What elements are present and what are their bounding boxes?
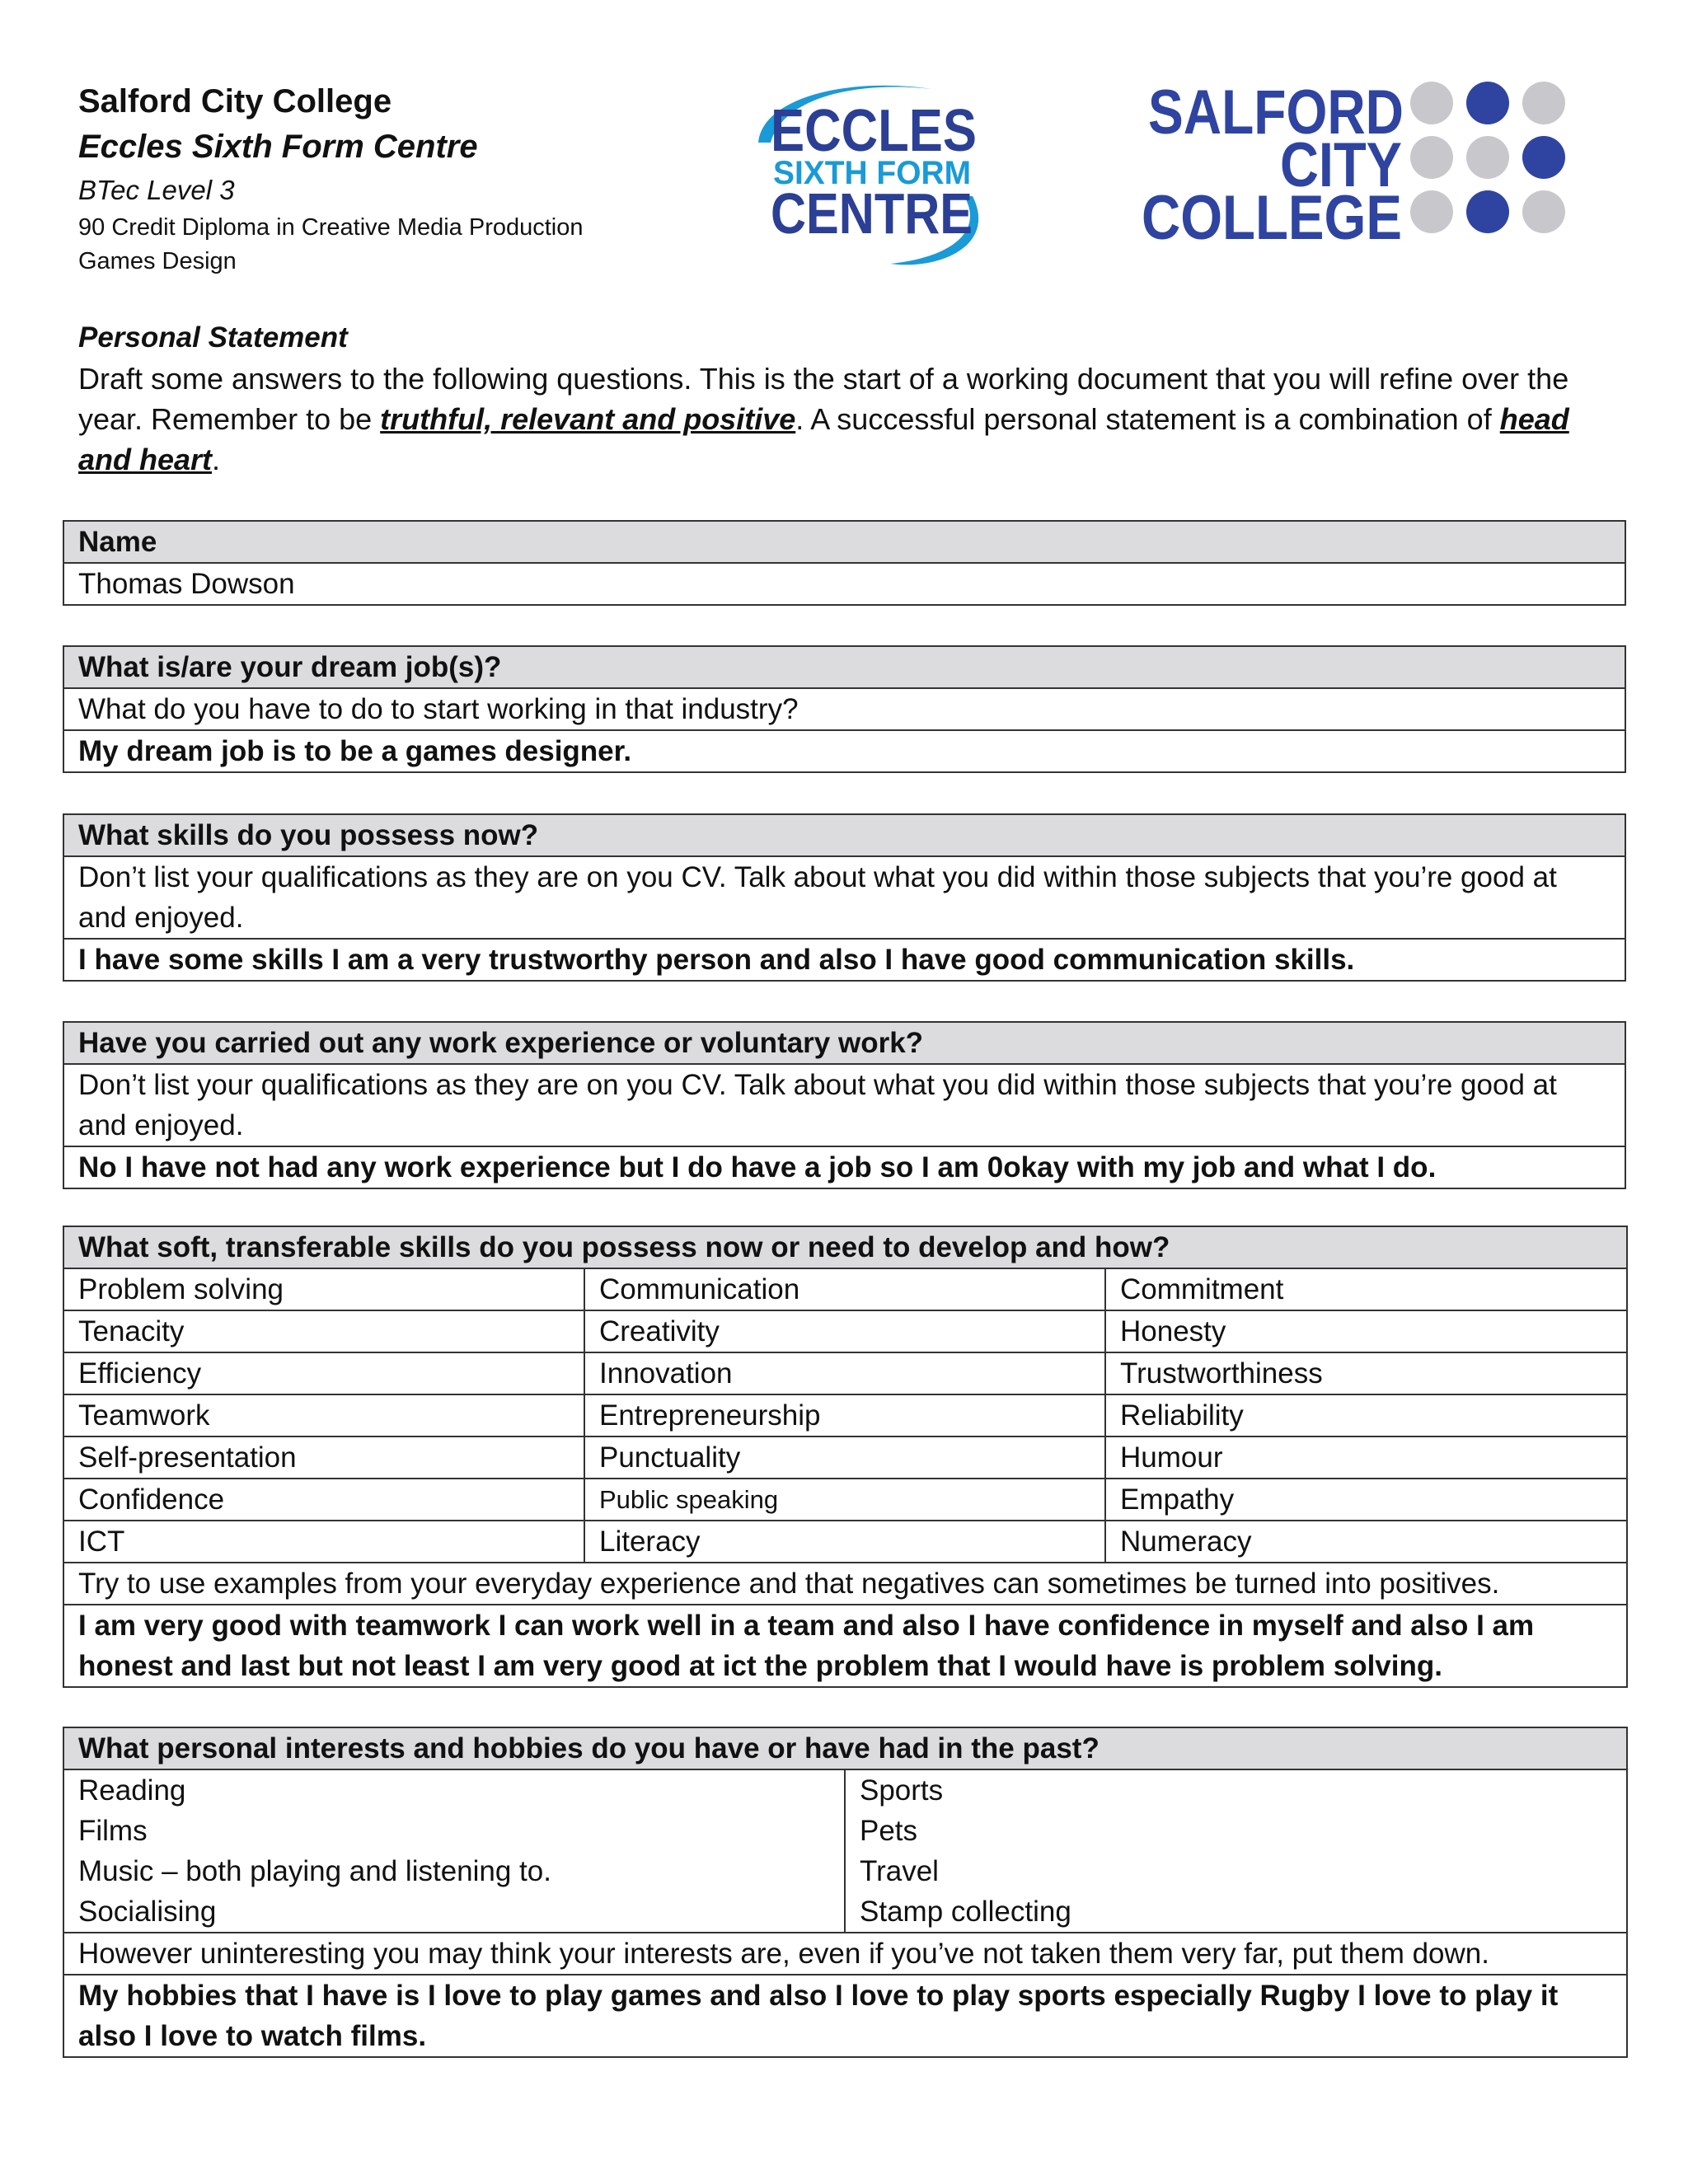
interests-answer: My hobbies that I have is I love to play games and also I love to play sports especially Rugby I love to play it also I love to watch films.	[63, 1975, 1627, 2057]
skill-cell: Entrepreneurship	[584, 1394, 1105, 1436]
skill-cell: Communication	[584, 1268, 1105, 1310]
salford-logo-line3: COLLEGE	[1142, 183, 1402, 246]
skill-cell: Literacy	[584, 1521, 1105, 1563]
eccles-logo-line1: ECCLES	[771, 98, 977, 164]
dream-job-prompt: What do you have to do to start working in that industry?	[63, 688, 1625, 730]
skill-cell: Teamwork	[63, 1394, 584, 1436]
eccles-logo-line2: SIXTH FORM	[773, 155, 971, 191]
emphasis-head-heart: head and heart	[78, 402, 1569, 476]
list-item: Reading	[78, 1774, 186, 1807]
skill-cell: Reliability	[1105, 1394, 1627, 1436]
table-row	[63, 1436, 1627, 1479]
intro-section	[78, 317, 1628, 480]
intro-paragraph: Draft some answers to the following questions. This is the start of a working document that you will refine over the year. Remember to be truthful, relevant and positive. A successful personal statement is a combination of head and heart.	[78, 362, 1569, 476]
dream-job-heading: What is/are your dream job(s)?	[63, 646, 1625, 688]
skills-heading: What skills do you possess now?	[63, 814, 1625, 856]
personal-statement-title: Personal Statement	[78, 321, 348, 354]
course-level: BTec Level 3	[78, 175, 235, 205]
table-row	[63, 1310, 1627, 1352]
list-item: Socialising	[78, 1896, 217, 1928]
skill-cell: Creativity	[584, 1310, 1105, 1352]
table-row	[63, 1521, 1627, 1563]
skill-cell: Punctuality	[584, 1436, 1105, 1479]
document-header	[78, 79, 705, 279]
interests-left-list	[63, 1769, 845, 1933]
soft-skills-answer: I am very good with teamwork I can work well in a team and also I have confidence in myself and also I am honest and last but not least I am very good at ict the problem that I would have is problem solving.	[63, 1605, 1627, 1687]
soft-skills-heading: What soft, transferable skills do you possess now or need to develop and how?	[63, 1226, 1627, 1268]
skill-cell: Tenacity	[63, 1310, 584, 1352]
name-table	[63, 520, 1626, 606]
list-item: Films	[78, 1815, 148, 1847]
skill-cell: ICT	[63, 1521, 584, 1563]
list-item: Pets	[860, 1815, 918, 1847]
pathway-title: Games Design	[78, 248, 237, 274]
diploma-title: 90 Credit Diploma in Creative Media Production	[78, 214, 584, 241]
skills-table	[63, 813, 1626, 982]
emphasis-truthful: truthful, relevant and positive	[380, 402, 796, 436]
skills-prompt: Don’t list your qualifications as they are on you CV. Talk about what you did within those subjects that you’re good at and enjoyed.	[63, 856, 1625, 939]
salford-logo	[1142, 73, 1570, 246]
interests-heading: What personal interests and hobbies do you have or have had in the past?	[63, 1727, 1627, 1769]
list-item: Sports	[860, 1774, 944, 1807]
soft-skills-prompt: Try to use examples from your everyday experience and that negatives can sometimes be turned into positives.	[63, 1563, 1627, 1605]
list-item: Stamp collecting	[860, 1896, 1071, 1928]
list-item: Music – both playing and listening to.	[78, 1855, 551, 1887]
table-row	[63, 1352, 1627, 1394]
table-row	[63, 1479, 1627, 1521]
skill-cell: Numeracy	[1105, 1521, 1627, 1563]
soft-skills-table	[63, 1226, 1628, 1688]
table-row	[63, 1268, 1627, 1310]
work-experience-table	[63, 1021, 1626, 1189]
skill-cell: Public speaking	[584, 1479, 1105, 1521]
name-heading: Name	[63, 521, 1625, 563]
work-experience-prompt: Don’t list your qualifications as they are on you CV. Talk about what you did within those subjects that you’re good at and enjoyed.	[63, 1064, 1625, 1146]
skill-cell: Innovation	[584, 1352, 1105, 1394]
interests-right-list	[845, 1769, 1627, 1933]
skill-cell: Empathy	[1105, 1479, 1627, 1521]
college-name: Salford City College	[78, 83, 392, 120]
list-item: Travel	[860, 1855, 939, 1887]
skill-cell: Commitment	[1105, 1268, 1627, 1310]
dream-job-answer: My dream job is to be a games designer.	[63, 730, 1625, 772]
skill-cell: Self-presentation	[63, 1436, 584, 1479]
skill-cell: Trustworthiness	[1105, 1352, 1627, 1394]
name-value: Thomas Dowson	[63, 563, 1625, 605]
dream-job-table	[63, 645, 1626, 773]
salford-logo-line1: SALFORD	[1148, 77, 1404, 148]
salford-logo-line2: CITY	[1280, 130, 1402, 200]
centre-name: Eccles Sixth Form Centre	[78, 129, 478, 165]
interests-table	[63, 1727, 1628, 2058]
skill-cell: Honesty	[1105, 1310, 1627, 1352]
eccles-logo	[725, 73, 1010, 274]
interests-prompt: However uninteresting you may think your interests are, even if you’ve not taken them very far, put them down.	[63, 1933, 1627, 1975]
work-experience-heading: Have you carried out any work experience or voluntary work?	[63, 1022, 1625, 1064]
work-experience-answer: No I have not had any work experience but I do have a job so I am 0okay with my job and what I do.	[63, 1146, 1625, 1188]
skill-cell: Problem solving	[63, 1268, 584, 1310]
salford-logo-dots	[1410, 82, 1565, 233]
skill-cell: Confidence	[63, 1479, 584, 1521]
skills-answer: I have some skills I am a very trustworthy person and also I have good communication skills.	[63, 939, 1625, 981]
table-row	[63, 1394, 1627, 1436]
skill-cell: Efficiency	[63, 1352, 584, 1394]
eccles-logo-line3: CENTRE	[771, 181, 973, 246]
skill-cell: Humour	[1105, 1436, 1627, 1479]
